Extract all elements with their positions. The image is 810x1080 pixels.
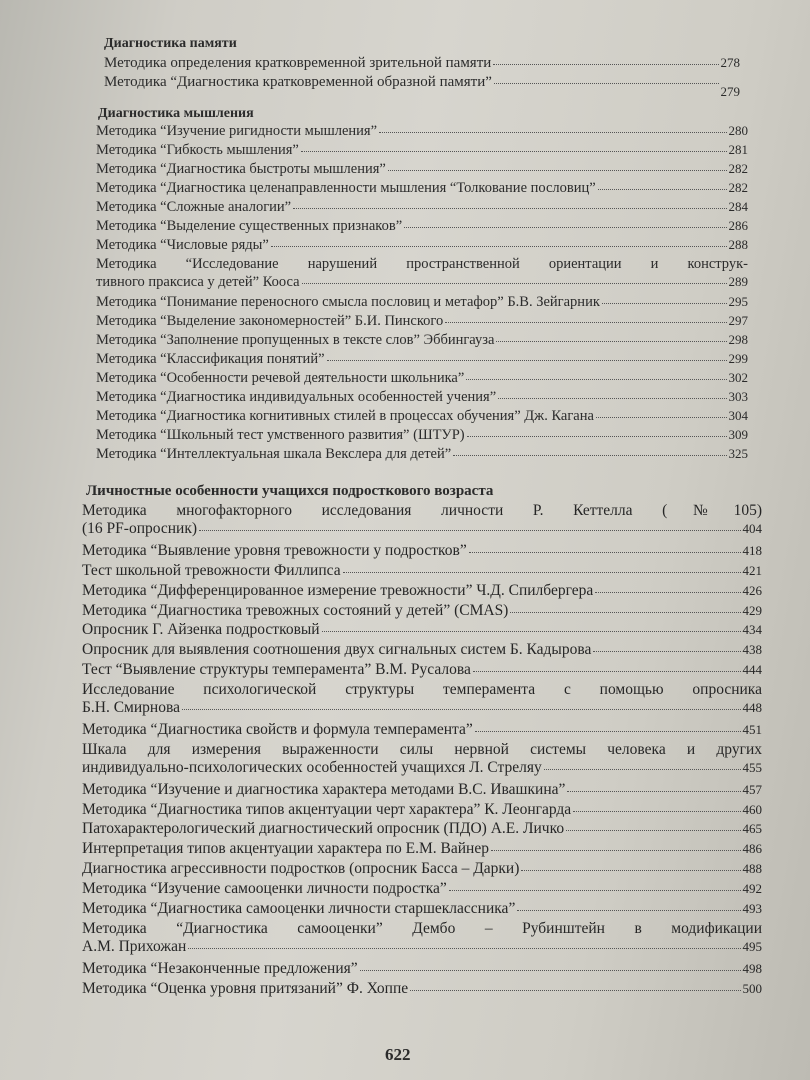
- entry-page: 486: [742, 841, 762, 857]
- entry-title-line2: [82, 520, 762, 538]
- entry-page: 303: [728, 389, 748, 404]
- leader-dots: [494, 71, 719, 84]
- entry-title: Интерпретация типов акцентуации характера по Е.М. Вайнер: [82, 840, 489, 858]
- toc-entry: [82, 621, 762, 639]
- entry-page: 460: [742, 801, 762, 817]
- toc-entry: [96, 236, 748, 254]
- entry-title: Методика “Понимание переносного смысла пословиц и метафор” Б.В. Зейгарник: [96, 294, 600, 310]
- entry-page: 288: [728, 237, 748, 252]
- leader-dots: [593, 639, 740, 652]
- entry-title: Опросник для выявления соотношения двух сигнальных систем Б. Кадырова: [82, 641, 592, 659]
- toc-entry: [104, 73, 740, 99]
- entry-page: 299: [728, 351, 748, 366]
- entry-page: 493: [742, 901, 762, 916]
- entry-page: 304: [728, 408, 748, 423]
- entry-title: Методика “Особенности речевой деятельности школьника”: [96, 370, 465, 386]
- toc-entry: [96, 141, 748, 159]
- toc-entry: [96, 217, 748, 235]
- entry-page: 278: [720, 55, 740, 70]
- entry-title: Методика “Диагностика самооценки личности старшеклассника”: [82, 900, 516, 917]
- toc-entry: [96, 122, 748, 140]
- entry-title: А.М. Прихожан: [82, 937, 187, 955]
- entry-page: 498: [742, 960, 762, 976]
- leader-dots: [453, 443, 726, 456]
- entry-title: Методика “Выделение существенных признаков”: [96, 218, 403, 234]
- toc-entry: [96, 426, 748, 444]
- entry-page: 286: [728, 218, 748, 233]
- entry-title-line1: Методика многофакторного исследования личности Р. Кеттелла (№105): [82, 502, 762, 519]
- entry-title: Методика “Оценка уровня притязаний” Ф. Хоппе: [82, 979, 409, 997]
- entry-title: Тест “Выявление структуры темперамента” В.М. Русалова: [82, 661, 471, 679]
- toc-entry: [82, 582, 762, 600]
- leader-dots: [498, 386, 726, 399]
- leader-dots: [271, 234, 727, 247]
- toc-entry: [96, 160, 748, 178]
- toc-entry: [82, 880, 762, 898]
- leader-dots: [360, 958, 741, 971]
- entry-title: Методика “Диагностика быстроты мышления”: [96, 161, 386, 177]
- entry-title: Методика “Школьный тест умственного развития” (ШТУР): [96, 427, 465, 443]
- toc-entry: [82, 900, 762, 918]
- entry-page: 448: [742, 700, 762, 716]
- leader-dots: [293, 196, 726, 209]
- toc-entry: [96, 198, 748, 216]
- toc-entry: [104, 54, 740, 72]
- entry-page: 279: [720, 84, 740, 99]
- entry-title: Методика “Заполнение пропущенных в тексте слов” Эббингауза: [96, 332, 495, 348]
- toc-entry: [82, 860, 762, 878]
- entry-page: 492: [742, 881, 762, 897]
- toc-entry: [82, 721, 762, 739]
- entry-title: Методика “Интеллектуальная шкала Векслера для детей”: [96, 446, 452, 462]
- leader-dots: [475, 719, 741, 732]
- entry-title: Методика “Незаконченные предложения”: [82, 959, 358, 977]
- toc-entry: [82, 801, 762, 819]
- page-number: 622: [385, 1045, 411, 1064]
- toc-entry: [82, 502, 762, 538]
- entry-page: 309: [728, 427, 748, 442]
- leader-dots: [388, 158, 727, 171]
- leader-dots: [493, 52, 718, 65]
- leader-dots: [301, 139, 727, 152]
- toc-entry: [82, 920, 762, 956]
- entry-page: 418: [742, 542, 762, 558]
- toc-entry: [96, 388, 748, 406]
- leader-dots: [517, 898, 740, 911]
- leader-dots: [322, 619, 741, 632]
- entry-page: 488: [742, 861, 762, 877]
- leader-dots: [596, 405, 727, 418]
- entry-page: 284: [728, 199, 748, 214]
- entry-title: Методика “Выделение закономерностей” Б.И. Пинского: [96, 313, 444, 329]
- entry-title: Методика “Диагностика типов акцентуации черт характера” К. Леонгарда: [82, 800, 572, 818]
- leader-dots: [595, 580, 740, 593]
- entry-page: 298: [728, 332, 748, 347]
- entry-page: 421: [742, 562, 762, 578]
- leader-dots: [182, 697, 741, 710]
- entry-page: 282: [728, 180, 748, 195]
- entry-title: Методика “Диагностика кратковременной образной памяти”: [104, 74, 492, 90]
- entry-title-line2: [96, 273, 748, 291]
- leader-dots: [469, 540, 741, 553]
- entry-page: 438: [742, 642, 762, 658]
- toc-entry: [96, 331, 748, 349]
- entry-title-line1: Методика “Исследование нарушений пространственной ориентации и конструк-: [96, 256, 748, 272]
- toc-entry: [82, 980, 762, 998]
- toc-entry: [96, 255, 748, 291]
- toc-entry: [82, 840, 762, 858]
- entry-page: 434: [742, 622, 762, 638]
- toc-entry: [96, 369, 748, 387]
- entry-title-line2: [82, 938, 762, 956]
- entry-page: 455: [742, 759, 762, 775]
- entry-title-line2: [82, 699, 762, 717]
- entry-page: 325: [728, 446, 748, 461]
- entry-title-line2: [82, 759, 762, 777]
- toc-entry: [82, 542, 762, 560]
- leader-dots: [544, 757, 741, 770]
- leader-dots: [343, 560, 741, 573]
- toc-entry: [82, 960, 762, 978]
- leader-dots: [491, 838, 741, 851]
- entry-title-line1: Исследование психологической структуры темперамента с помощью опросника: [82, 681, 762, 699]
- entry-title: Методика “Классификация понятий”: [96, 351, 325, 367]
- leader-dots: [602, 291, 727, 304]
- leader-dots: [496, 329, 726, 342]
- leader-dots: [445, 310, 726, 323]
- entry-title: (16 PF-опросник): [82, 520, 198, 537]
- toc-entry: [82, 781, 762, 799]
- leader-dots: [327, 348, 727, 361]
- toc-entry: [96, 445, 748, 463]
- entry-title-line1: Шкала для измерения выраженности силы нервной системы человека и других: [82, 740, 762, 758]
- entry-title: Методика “Числовые ряды”: [96, 237, 269, 253]
- entry-page: 282: [728, 161, 748, 176]
- entry-page: 404: [742, 521, 762, 536]
- entry-title: Методика “Сложные аналогии”: [96, 199, 292, 215]
- toc-entry: [82, 641, 762, 659]
- leader-dots: [199, 518, 740, 531]
- entry-title: Методика “Выявление уровня тревожности у подростков”: [82, 541, 467, 559]
- leader-dots: [566, 818, 740, 831]
- toc-entry: [96, 350, 748, 368]
- leader-dots: [598, 177, 727, 190]
- entry-page: 495: [742, 938, 762, 954]
- entry-title: индивидуально-психологических особенностей учащихся Л. Стреляу: [82, 758, 542, 776]
- section-heading: Диагностика памяти: [104, 36, 237, 51]
- leader-dots: [379, 120, 726, 133]
- entry-title: Методика “Диагностика свойств и формула темперамента”: [82, 720, 473, 738]
- entry-page: 280: [728, 123, 748, 138]
- entry-title: Диагностика агрессивности подростков (опросник Басса – Дарки): [82, 860, 520, 878]
- leader-dots: [567, 779, 740, 792]
- toc-entry: [96, 293, 748, 311]
- entry-title: Методика “Изучение и диагностика характера методами В.С. Ивашкина”: [82, 780, 566, 798]
- toc-entry: [82, 661, 762, 679]
- leader-dots: [466, 367, 726, 380]
- leader-dots: [410, 978, 740, 991]
- leader-dots: [473, 659, 741, 672]
- entry-title-line1: Методика “Диагностика самооценки” Дембо – Рубинштейн в модификации: [82, 919, 762, 937]
- toc-entry: [82, 820, 762, 838]
- leader-dots: [510, 600, 740, 613]
- toc-entry: [96, 179, 748, 197]
- toc-entry: [82, 741, 762, 777]
- leader-dots: [449, 878, 741, 891]
- entry-page: 281: [728, 142, 748, 157]
- entry-title: тивного праксиса у детей” Кооса: [96, 274, 300, 290]
- leader-dots: [467, 424, 727, 437]
- entry-page: 289: [728, 274, 748, 289]
- toc-entry: [96, 312, 748, 330]
- entry-page: 302: [728, 370, 748, 385]
- entry-title: Патохарактерологический диагностический опросник (ПДО) А.Е. Личко: [82, 820, 565, 838]
- entry-page: 295: [728, 294, 748, 309]
- section-heading: Личностные особенности учащихся подросткового возраста: [86, 483, 494, 499]
- toc-entry: [82, 681, 762, 717]
- toc-entry: [82, 602, 762, 620]
- entry-title: Методика “Диагностика индивидуальных особенностей учения”: [96, 389, 497, 405]
- toc-entry: [96, 407, 748, 425]
- entry-title: Методика “Диагностика когнитивных стилей в процессах обучения” Дж. Кагана: [96, 408, 594, 424]
- entry-page: 500: [742, 980, 762, 996]
- entry-title: Методика “Диагностика целенаправленности мышления “Толкование пословиц”: [96, 180, 596, 196]
- entry-title: Опросник Г. Айзенка подростковый: [82, 621, 320, 639]
- entry-page: 465: [742, 821, 762, 837]
- section-heading: Диагностика мышления: [98, 106, 254, 121]
- entry-title: Методика “Диагностика тревожных состояний у детей” (CMAS): [82, 601, 509, 619]
- entry-title: Методика “Изучение ригидности мышления”: [96, 123, 378, 139]
- leader-dots: [188, 936, 740, 949]
- entry-title: Методика “Дифференцированное измерение тревожности” Ч.Д. Спилбергера: [82, 581, 594, 599]
- entry-title: Методика определения кратковременной зрительной памяти: [104, 55, 492, 71]
- toc-entry: [82, 562, 762, 580]
- entry-title: Б.Н. Смирнова: [82, 699, 180, 717]
- entry-page: 444: [742, 662, 762, 678]
- leader-dots: [404, 215, 726, 228]
- leader-dots: [302, 271, 727, 284]
- entry-page: 451: [742, 721, 762, 737]
- entry-page: 297: [728, 313, 748, 328]
- entry-title: Методика “Гибкость мышления”: [96, 142, 299, 158]
- entry-page: 457: [742, 781, 762, 797]
- entry-page: 426: [742, 582, 762, 598]
- leader-dots: [573, 799, 740, 812]
- entry-title: Тест школьной тревожности Филлипса: [82, 561, 341, 579]
- entry-title: Методика “Изучение самооценки личности подростка”: [82, 880, 447, 898]
- entry-page: 429: [742, 602, 762, 618]
- leader-dots: [521, 858, 740, 871]
